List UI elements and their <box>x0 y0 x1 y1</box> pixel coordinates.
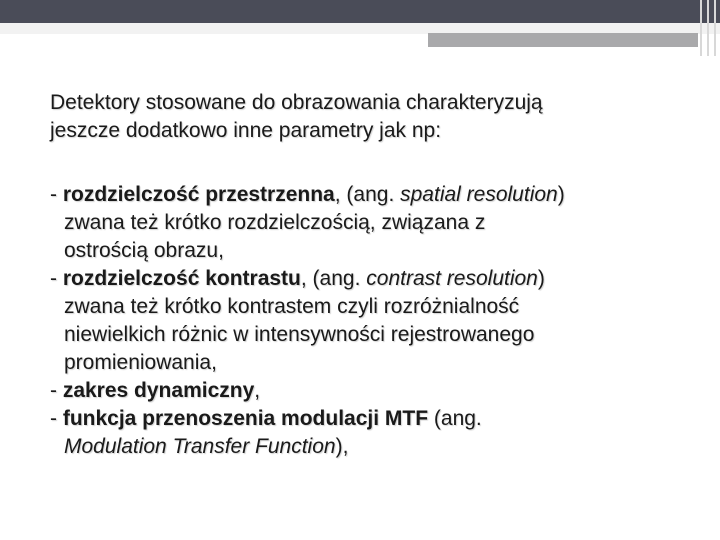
list-dash: - <box>50 267 63 290</box>
slide-header-bar <box>0 0 720 23</box>
paren-open-text: (ang. <box>428 407 482 430</box>
term-text: funkcja przenoszenia modulacji MTF <box>62 407 429 430</box>
description-line: zwana też krótko rozdzielczością, związana z <box>64 211 486 234</box>
intro-line: Detektory stosowane do obrazowania charakteryzują <box>50 91 543 114</box>
term-text: zakres dynamiczny <box>62 379 255 402</box>
decorative-line <box>700 0 702 56</box>
intro-paragraph <box>50 89 680 145</box>
decorative-line <box>707 0 709 56</box>
intro-line: jeszcze dodatkowo inne parametry jak np: <box>50 119 442 142</box>
list-item-spatial-resolution <box>50 181 680 265</box>
paren-open-text: , (ang. <box>300 267 367 290</box>
paren-close-text: ) <box>537 267 545 290</box>
paren-close-text: ), <box>335 435 349 458</box>
description-line: niewielkich różnic w intensywności rejestrowanego <box>64 323 535 346</box>
list-item-dynamic-range <box>50 377 680 405</box>
list-dash: - <box>50 183 63 206</box>
paren-open-text: , (ang. <box>334 183 401 206</box>
description-line: zwana też krótko kontrastem czyli rozróżnialność <box>64 295 520 318</box>
slide-body <box>50 89 680 461</box>
decorative-line <box>714 0 716 56</box>
tail-text: , <box>254 379 261 402</box>
paren-close-text: ) <box>557 183 565 206</box>
slide-header-accent <box>428 33 698 47</box>
list-item-contrast-resolution <box>50 265 680 377</box>
term-text: rozdzielczość przestrzenna <box>62 183 335 206</box>
description-line: ostrością obrazu, <box>64 239 224 262</box>
description-line: promieniowania, <box>64 351 217 374</box>
list-dash: - <box>50 407 63 430</box>
list-item-mtf <box>50 405 680 461</box>
list-dash: - <box>50 379 63 402</box>
english-term-text: contrast resolution <box>366 267 538 290</box>
english-term-text: spatial resolution <box>400 183 558 206</box>
english-term-text: Modulation Transfer Function <box>64 435 336 458</box>
term-text: rozdzielczość kontrastu <box>62 267 301 290</box>
